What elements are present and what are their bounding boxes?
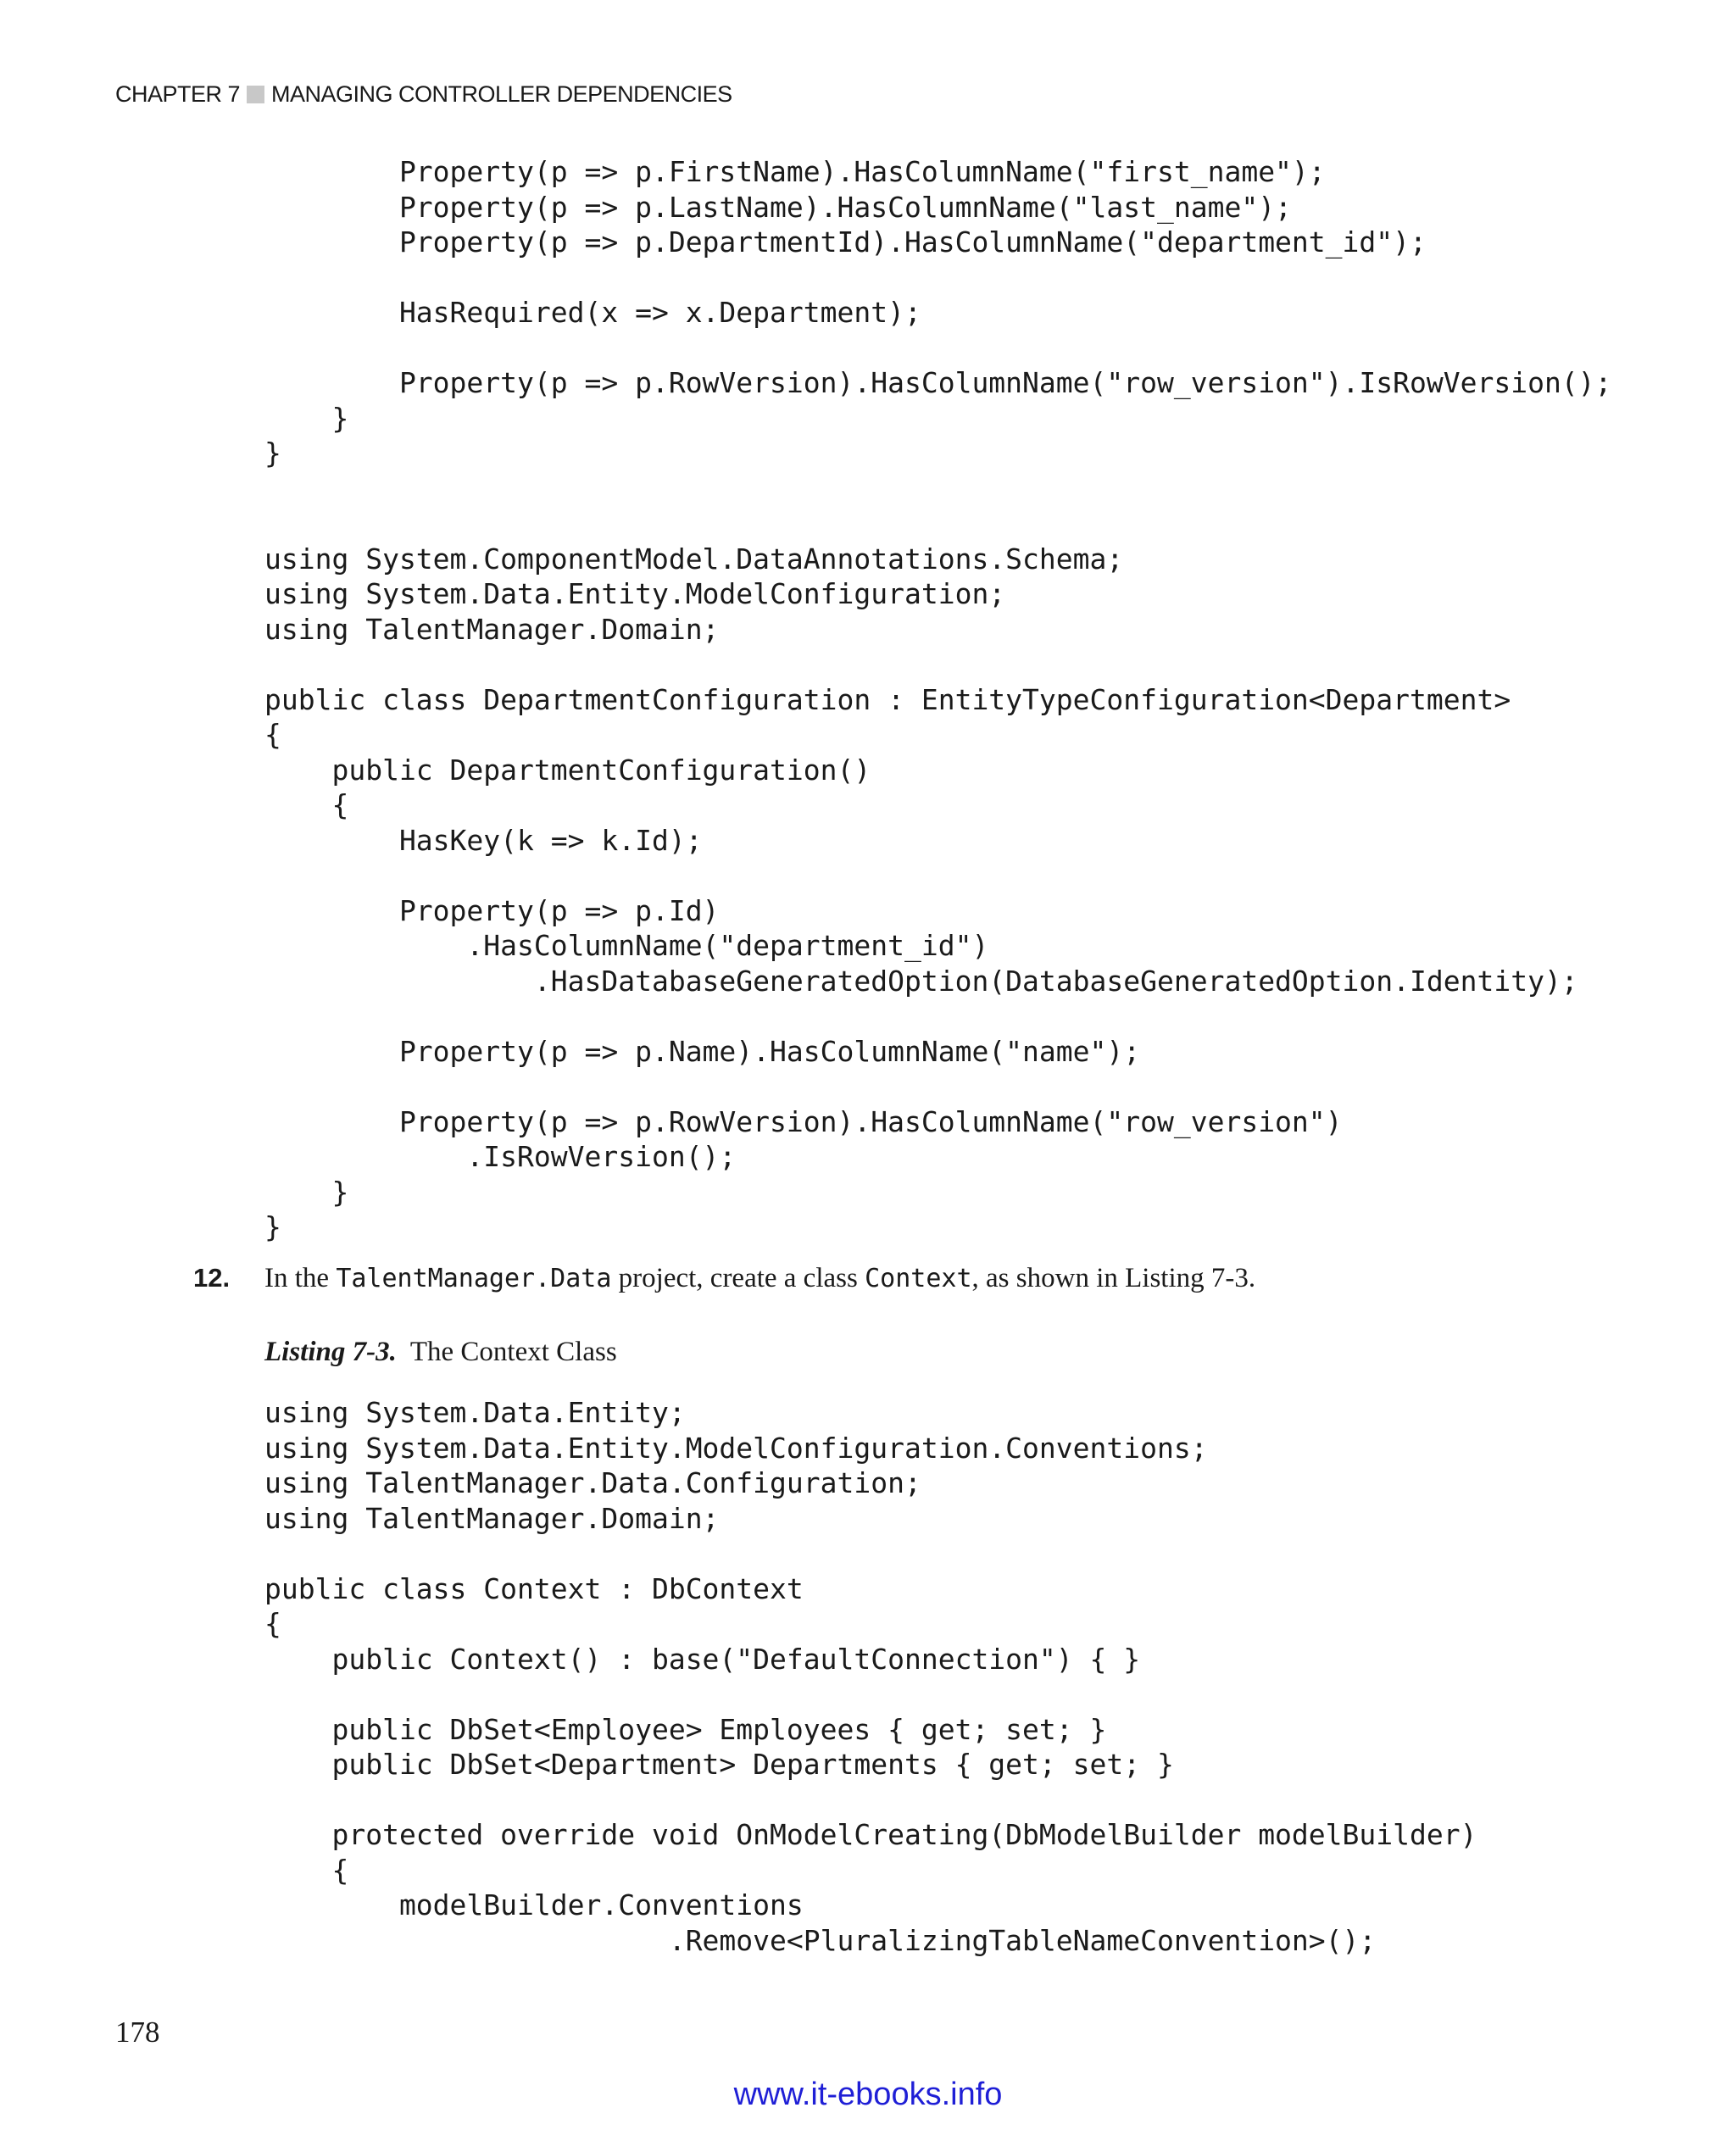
footer-link[interactable]: www.it-ebooks.info [733, 2077, 1003, 2112]
step-text-part-1: In the [264, 1263, 337, 1293]
step-number: 12. [193, 1263, 231, 1293]
header-square-icon [247, 86, 264, 103]
step-text [264, 1263, 1255, 1294]
step-12 [0, 1263, 1736, 1305]
chapter-title: MANAGING CONTROLLER DEPENDENCIES [271, 81, 732, 107]
listing-caption [264, 1337, 617, 1368]
code-listing-context: using System.Data.Entity; using System.Data.Entity.ModelConfiguration.Conventions; using TalentManager.Data.Configuration; using TalentManager.Domain; public class Context : DbContext { public Context() : base("DefaultConnection") { } public DbSet<Employee> Employees { get; set; } public DbSet<Department> Departments { get; set; } protected override void OnModelCreating(DbModelBuilder modelBuilder) { modelBuilder.Conventions .Remove<PluralizingTableNameConvention>(); [264, 1396, 1477, 1957]
page-number: 178 [115, 2016, 160, 2049]
listing-label: Listing 7-3. [264, 1337, 397, 1367]
step-text-part-3: , as shown in Listing 7-3. [971, 1263, 1256, 1293]
step-code-class: Context [865, 1264, 972, 1293]
step-text-part-2: project, create a class [611, 1263, 865, 1293]
listing-title: The Context Class [409, 1337, 617, 1367]
chapter-label: CHAPTER 7 [115, 81, 241, 107]
code-listing-configurations: Property(p => p.FirstName).HasColumnName("first_name"); Property(p => p.LastName).HasColumnName("last_name"); Property(p => p.DepartmentId).HasColumnName("department_id"); HasRequired(x => x.Department); Property(p => p.RowVersion).HasColumnName("row_version").IsRowVersion(); } } using System.ComponentModel.DataAnnotations.Schema; using System.Data.Entity.ModelConfiguration; using TalentManager.Domain; public class DepartmentConfiguration : EntityTypeConfiguration<Department> { public DepartmentConfiguration() { HasKey(k => k.Id); Property(p => p.Id) .HasColumnName("department_id") .HasDatabaseGeneratedOption(DatabaseGeneratedOption.Identity); Property(p => p.Name).HasColumnName("name"); Property(p => p.RowVersion).HasColumnName("row_version") .IsRowVersion(); } } [264, 155, 1612, 1243]
running-header [115, 81, 732, 108]
step-code-project: TalentManager.Data [336, 1264, 612, 1293]
